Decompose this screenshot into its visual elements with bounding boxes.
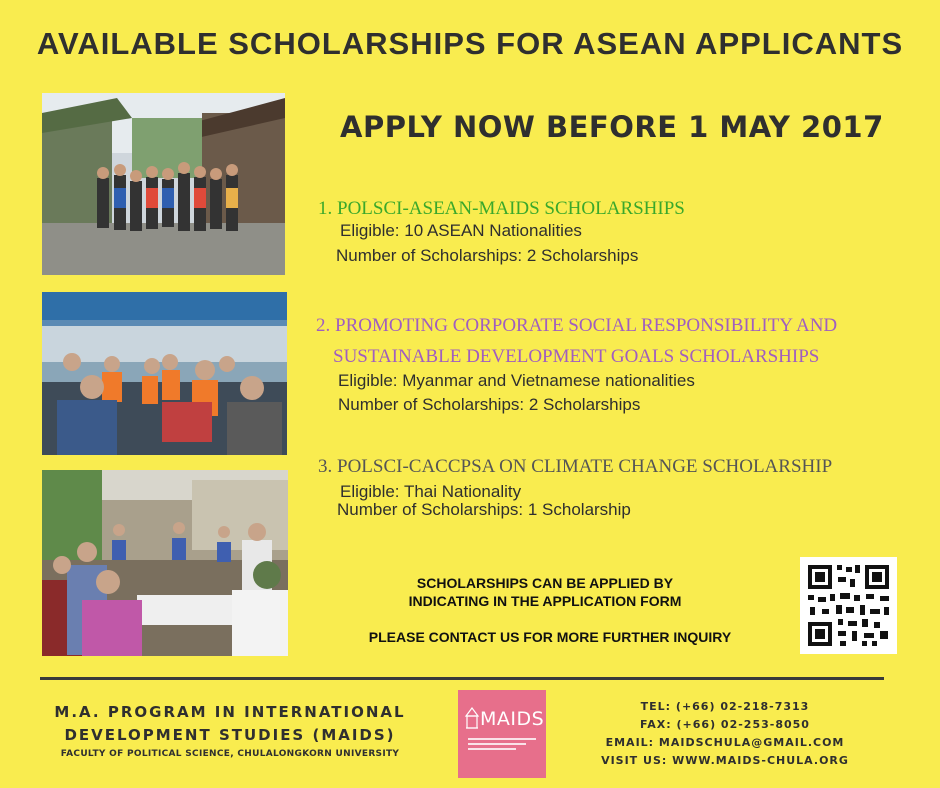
application-note-line2: INDICATING IN THE APPLICATION FORM (408, 593, 682, 609)
photo-boat-trip (42, 292, 287, 455)
photo-village-group (42, 93, 285, 275)
maids-logo (458, 690, 546, 778)
contact-email[interactable]: EMAIL: MAIDSCHULA@GMAIL.COM (605, 736, 845, 749)
scholarship-2-eligible: Eligible: Myanmar and Vietnamese nationalities (338, 371, 695, 390)
scholarship-2-number: Number of Scholarships: 2 Scholarships (338, 395, 641, 414)
contact-note: PLEASE CONTACT US FOR MORE FURTHER INQUIRY (368, 629, 732, 645)
contact-website[interactable]: VISIT US: WWW.MAIDS-CHULA.ORG (601, 754, 849, 767)
page-title: AVAILABLE SCHOLARSHIPS FOR ASEAN APPLICANTS (36, 26, 904, 61)
maids-logo-text: MAIDS (480, 708, 545, 730)
apply-deadline: APPLY NOW BEFORE 1 MAY 2017 (340, 110, 884, 144)
application-note-line1: SCHOLARSHIPS CAN BE APPLIED BY (416, 575, 674, 591)
scholarship-3-title: 3. POLSCI-CACCPSA ON CLIMATE CHANGE SCHOLARSHIP (318, 456, 833, 477)
footer-divider (40, 677, 884, 680)
scholarship-3-number: Number of Scholarships: 1 Scholarship (337, 500, 631, 519)
contact-tel: TEL: (+66) 02-218-7313 (640, 700, 810, 713)
scholarship-1-eligible: Eligible: 10 ASEAN Nationalities (340, 221, 582, 240)
qr-code[interactable] (800, 557, 897, 654)
photo-classroom (42, 470, 288, 656)
scholarship-1-number: Number of Scholarships: 2 Scholarships (336, 246, 639, 265)
contact-fax: FAX: (+66) 02-253-8050 (640, 718, 810, 731)
scholarship-3-eligible: Eligible: Thai Nationality (340, 482, 522, 501)
program-name-line1: M.A. PROGRAM IN INTERNATIONAL (54, 703, 406, 721)
scholarship-2-title-line1: 2. PROMOTING CORPORATE SOCIAL RESPONSIBILITY AND (316, 315, 838, 336)
program-name-line2: DEVELOPMENT STUDIES (MAIDS) (64, 726, 396, 744)
crest-icon (458, 690, 546, 778)
scholarship-1-title: 1. POLSCI-ASEAN-MAIDS SCHOLARSHIPS (318, 198, 685, 219)
faculty-name: FACULTY OF POLITICAL SCIENCE, CHULALONGKORN UNIVERSITY (60, 749, 400, 759)
scholarship-2-title-line2: SUSTAINABLE DEVELOPMENT GOALS SCHOLARSHIPS (333, 346, 820, 367)
